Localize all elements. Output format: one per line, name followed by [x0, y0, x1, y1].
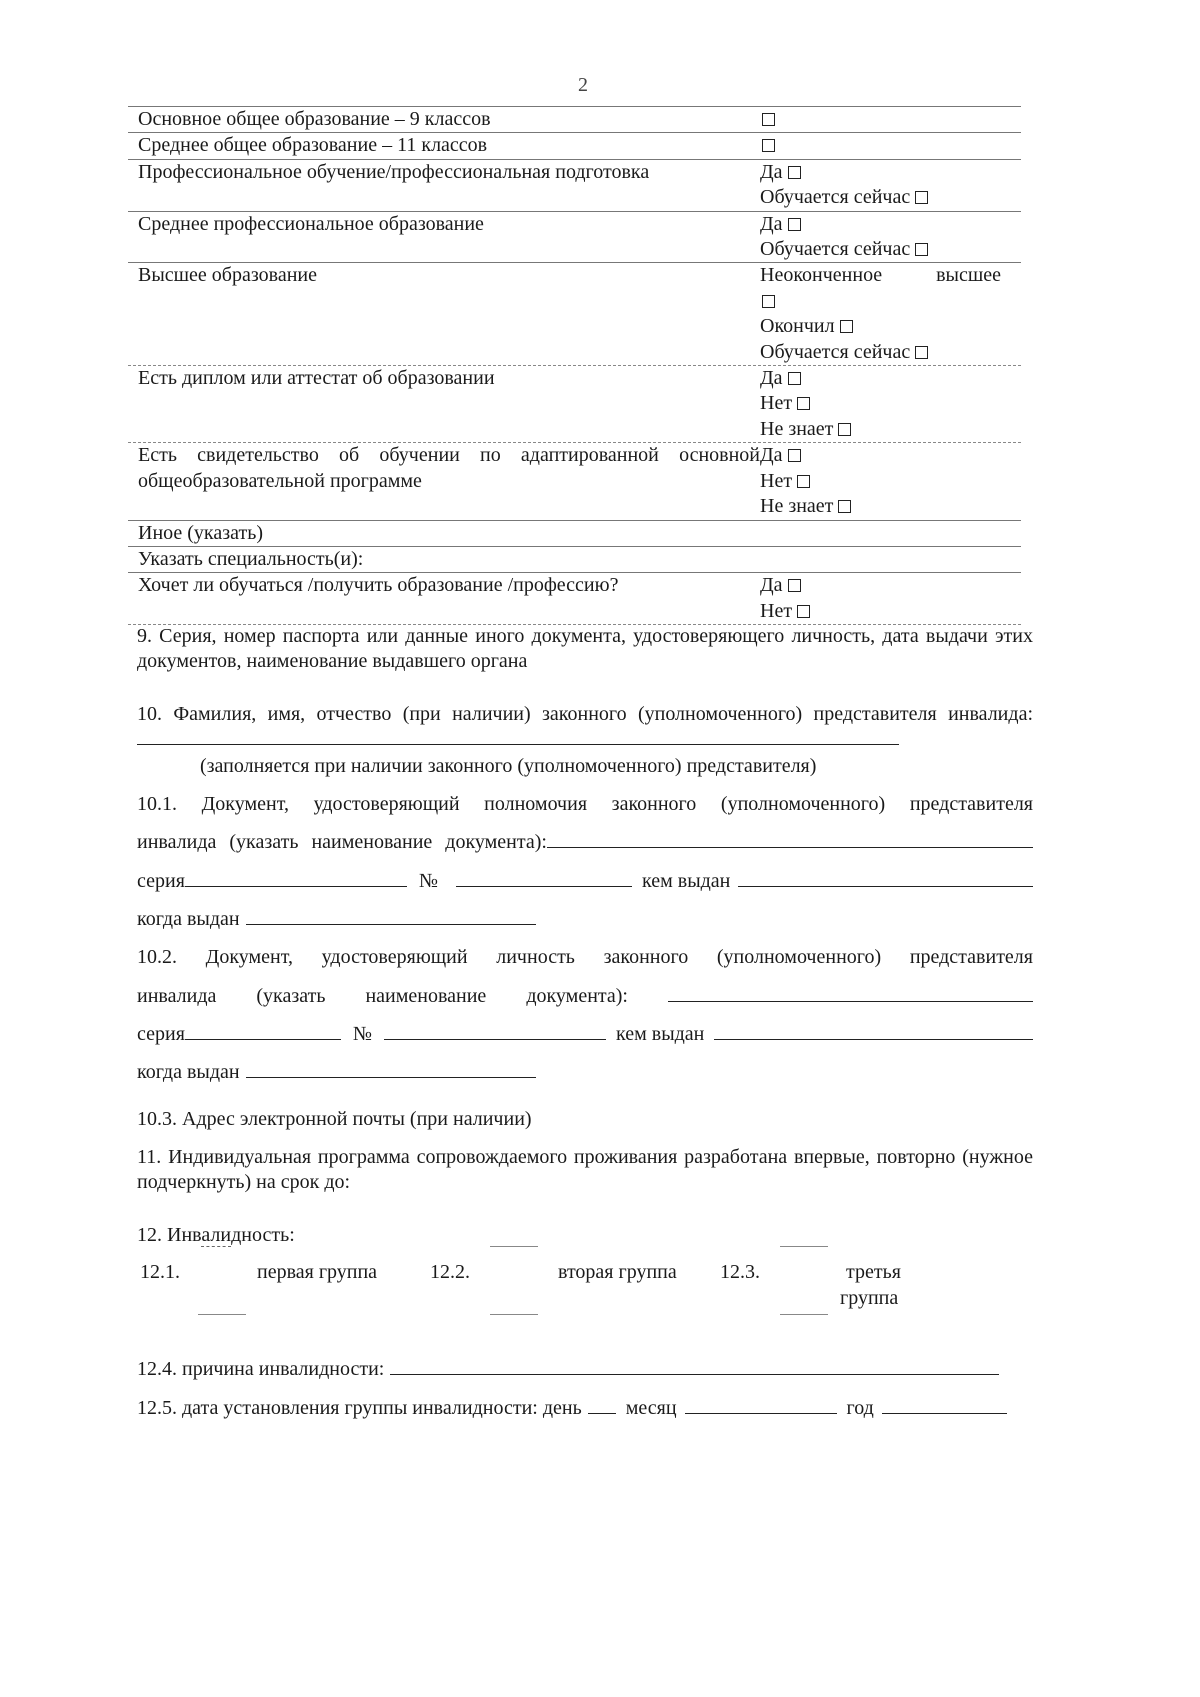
blank-line [780, 1246, 828, 1247]
group-1-number: 12.1. [140, 1261, 180, 1283]
option-label: Нет [760, 392, 793, 415]
month-field[interactable] [685, 1396, 837, 1414]
representative-name-field[interactable] [137, 727, 899, 745]
issued-when-label: когда выдан [137, 1061, 240, 1083]
number-label: № [418, 870, 438, 892]
option-label: Да [760, 444, 783, 467]
education-table [128, 106, 1021, 625]
doc-word-1: инвалида [137, 985, 217, 1007]
issued-when-field[interactable] [246, 907, 536, 925]
section-10-note: (заполняется при наличии законного (уполномоченного) представителя) [200, 755, 817, 777]
section-10-3: 10.3. Адрес электронной почты (при наличии) [137, 1108, 532, 1130]
checkbox[interactable] [838, 423, 851, 436]
number-field[interactable] [456, 869, 632, 887]
checkbox[interactable] [797, 605, 810, 618]
group-3-blank[interactable] [780, 1314, 828, 1315]
issued-when-field[interactable] [246, 1060, 536, 1078]
group-3-label-1: третья [846, 1261, 901, 1283]
option-label: Не знает [760, 417, 834, 440]
series-label: серия [137, 1023, 185, 1045]
section-10-text: 10. Фамилия, имя, отчество (при наличии) законного (уполномоченного) представителя инвалида: [137, 703, 1033, 725]
option-label: Да [760, 160, 783, 183]
row-label: Указать специальность(и): [138, 547, 364, 570]
section-10-1-series-line [137, 869, 1033, 894]
checkbox[interactable] [788, 449, 801, 462]
option-label: Нет [760, 599, 793, 622]
table-row [128, 443, 1021, 520]
checkbox[interactable] [788, 372, 801, 385]
doc-word-4: документа): [526, 985, 628, 1007]
issued-by-label: кем выдан [616, 1023, 705, 1045]
option-label: Да [760, 212, 783, 235]
issued-by-field[interactable] [714, 1022, 1033, 1040]
doc-word-3: наименование [365, 985, 487, 1007]
section-12-4 [137, 1357, 999, 1382]
group-2-number: 12.2. [430, 1261, 470, 1283]
table-row [128, 573, 1021, 625]
doc-name-label: инвалида (указать наименование документа): [137, 831, 547, 853]
section-10-2-doc-line [137, 984, 1033, 1009]
checkbox[interactable] [797, 397, 810, 410]
option-label: Окончил [760, 315, 835, 338]
day-field[interactable] [588, 1396, 616, 1414]
year-label: год [846, 1397, 874, 1419]
section-10 [137, 702, 1033, 753]
section-10-2-date-line [137, 1060, 1033, 1085]
option-label: Обучается сейчас [760, 238, 911, 261]
checkbox[interactable] [762, 113, 775, 126]
section-12-title: 12. Инвалидность: [137, 1224, 295, 1246]
section-10-2-title: 10.2. Документ, удостоверяющий личность законного (уполномоченного) представителя [137, 946, 1033, 968]
series-field[interactable] [185, 1022, 341, 1040]
month-label: месяц [625, 1397, 677, 1419]
group-1-blank[interactable] [198, 1314, 246, 1315]
group-3-number: 12.3. [720, 1261, 760, 1283]
group-2-blank[interactable] [490, 1314, 538, 1315]
row-label: Высшее образование [138, 264, 317, 287]
row-label: Иное (указать) [138, 521, 263, 544]
issued-by-label: кем выдан [642, 870, 731, 892]
row-label: Хочет ли обучаться /получить образование /профессию? [138, 574, 619, 597]
series-field[interactable] [185, 869, 407, 887]
checkbox[interactable] [788, 166, 801, 179]
option-label: Да [760, 367, 783, 390]
section-10-1-title: 10.1. Документ, удостоверяющий полномочия законного (уполномоченного) представителя [137, 793, 1033, 815]
issued-by-field[interactable] [738, 869, 1033, 887]
number-field[interactable] [384, 1022, 606, 1040]
group-3-label-2: группа [840, 1287, 899, 1309]
row-label: Есть свидетельство об обучении по адаптированной основной общеобразовательной программе [138, 444, 760, 492]
row-label: Среднее профессиональное образование [138, 212, 484, 235]
option-label: Нет [760, 469, 793, 492]
table-row [128, 160, 1021, 212]
section-11: 11. Индивидуальная программа сопровождаемого проживания разработана впервые, повторно (нужное подчеркнуть) на срок до: [137, 1146, 1033, 1194]
checkbox[interactable] [797, 475, 810, 488]
group-1-label: первая группа [257, 1261, 378, 1283]
table-row [128, 133, 1021, 159]
checkbox[interactable] [788, 579, 801, 592]
option-label: Обучается сейчас [760, 340, 911, 363]
group-2-label: вторая группа [558, 1261, 677, 1283]
option-label: Неоконченное высшее [760, 264, 1001, 287]
table-row [128, 107, 1021, 133]
option-label: Обучается сейчас [760, 186, 911, 209]
checkbox[interactable] [915, 243, 928, 256]
table-row [128, 547, 1021, 573]
reason-label: 12.4. причина инвалидности: [137, 1358, 385, 1380]
reason-field[interactable] [390, 1357, 999, 1375]
section-12-5 [137, 1396, 1007, 1421]
table-row [128, 263, 1021, 366]
doc-name-field[interactable] [668, 984, 1033, 1002]
checkbox[interactable] [915, 346, 928, 359]
doc-word-2: (указать [256, 985, 326, 1007]
checkbox[interactable] [762, 295, 775, 308]
checkbox[interactable] [838, 500, 851, 513]
checkbox[interactable] [788, 218, 801, 231]
date-label: 12.5. дата установления группы инвалидности: день [137, 1397, 582, 1419]
year-field[interactable] [882, 1396, 1007, 1414]
row-label: Среднее общее образование – 11 классов [138, 134, 488, 157]
blank-line [490, 1246, 538, 1247]
option-label: Да [760, 574, 783, 597]
series-label: серия [137, 870, 185, 892]
section-10-1-date-line [137, 907, 1033, 932]
option-label: Не знает [760, 495, 834, 518]
table-row [128, 366, 1021, 443]
checkbox[interactable] [762, 139, 775, 152]
table-row [128, 212, 1021, 264]
row-label: Есть диплом или аттестат об образовании [138, 367, 495, 390]
doc-name-field[interactable] [547, 830, 1033, 848]
row-label: Основное общее образование – 9 классов [138, 108, 491, 130]
section-10-1-doc-line [137, 830, 1033, 855]
page-number: 2 [578, 74, 588, 96]
section-9: 9. Серия, номер паспорта или данные иного документа, удостоверяющего личность, дата выдачи этих документов, наименование выдавшего органа [137, 625, 1033, 673]
checkbox[interactable] [840, 320, 853, 333]
number-label: № [352, 1023, 372, 1045]
table-row [128, 521, 1021, 547]
section-10-2-series-line [137, 1022, 1033, 1047]
row-label: Профессиональное обучение/профессиональная подготовка [138, 160, 650, 183]
issued-when-label: когда выдан [137, 908, 240, 930]
checkbox[interactable] [915, 191, 928, 204]
